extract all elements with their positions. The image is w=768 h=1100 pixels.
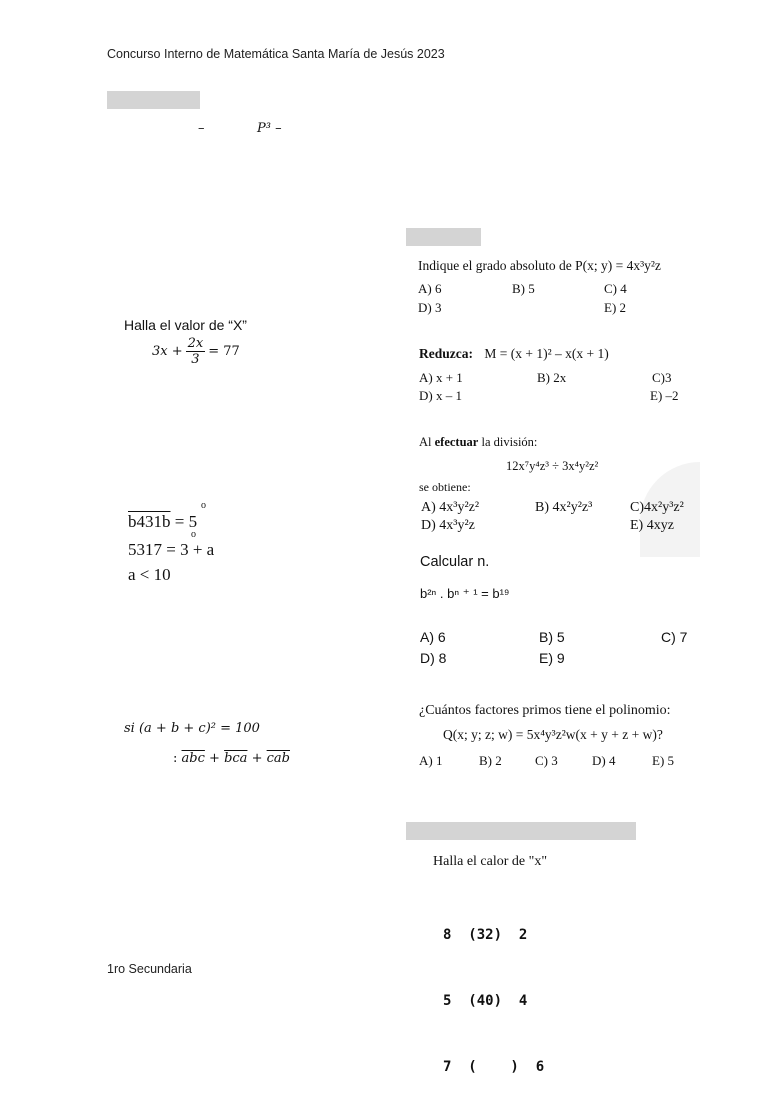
right-q3-prompt-b: efectuar xyxy=(434,435,479,449)
right-q2-prompt xyxy=(419,346,609,362)
fragment-dash: – xyxy=(198,121,205,136)
right-q5-option-b: B) 2 xyxy=(479,753,502,768)
left-q2-overlined-number: b431b xyxy=(128,512,171,531)
right-q5-option-d: D) 4 xyxy=(592,753,616,768)
right-q5-expression: Q(x; y; z; w) = 5x⁴y³z²w(x + y + z + w)? xyxy=(443,727,663,742)
left-q2-line3: a < 10 xyxy=(128,565,171,584)
right-q5-option-a: A) 1 xyxy=(419,753,443,768)
left-q3-plus-1: + xyxy=(209,751,220,766)
left-q1-equation xyxy=(152,336,240,367)
right-q3-option-a: A) 4x³y²z² xyxy=(421,500,480,515)
right-q4-expression: b²ⁿ . bⁿ ⁺ ¹ = b¹⁹ xyxy=(420,586,510,601)
left-q1-numerator: 2x xyxy=(187,336,204,351)
left-q1-lhs: 3x + xyxy=(152,344,183,359)
right-q4-option-c: C) 7 xyxy=(661,629,688,645)
left-q3-term-abc: $\overline{abc}$ xyxy=(181,751,205,766)
right-q6-row-3: 7 ( ) 6 xyxy=(443,1059,545,1075)
right-q1-prompt: Indique el grado absoluto de P(x; y) = 4x³y²z xyxy=(418,258,661,273)
right-q4-option-e: E) 9 xyxy=(539,650,565,666)
right-q2-option-c: C)3 xyxy=(652,370,672,385)
right-q2-option-a: A) x + 1 xyxy=(419,370,463,385)
left-q3-line1: si (a + b + c)² = 100 xyxy=(124,721,260,736)
left-q1-fraction xyxy=(186,336,206,367)
right-q3-prompt-a: Al xyxy=(419,435,432,449)
left-q3-line2 xyxy=(173,751,290,766)
right-q3-prompt-c: la división: xyxy=(481,435,538,449)
right-q6-prompt: Halla el calor de "x" xyxy=(433,854,548,869)
fragment-expression: P³ – xyxy=(257,121,282,136)
left-q3-term-cab: $\overline{cab}$ xyxy=(266,751,290,766)
page-header: Concurso Interno de Matemática Santa María de Jesús 2023 xyxy=(107,47,445,61)
right-q3-option-c: C)4x²y³z² xyxy=(630,500,684,515)
left-q3-colon: : xyxy=(173,751,178,766)
right-q4-option-b: B) 5 xyxy=(539,629,565,645)
right-q1-option-b: B) 5 xyxy=(512,281,535,296)
left-q3-plus-2: + xyxy=(251,751,263,766)
right-q3-option-e: E) 4xyz xyxy=(630,518,674,533)
left-q2-line2: 5317 = 3 + a xyxy=(128,540,215,559)
left-q2-circle-mark: o xyxy=(201,500,206,511)
right-q2-option-b: B) 2x xyxy=(537,370,567,385)
right-q6-table xyxy=(443,880,544,1100)
left-q1-rhs: = 77 xyxy=(208,344,240,359)
right-q5-option-c: C) 3 xyxy=(535,753,558,768)
right-q2-option-e: E) –2 xyxy=(650,388,679,403)
right-q1-option-c: C) 4 xyxy=(604,281,627,296)
right-q3-obtain: se obtiene: xyxy=(419,480,471,494)
right-q5-option-e: E) 5 xyxy=(652,753,675,768)
right-q5-prompt: ¿Cuántos factores primos tiene el polinomio: xyxy=(419,703,671,718)
right-q4-option-d: D) 8 xyxy=(420,650,447,666)
left-q2-line1 xyxy=(128,512,197,532)
left-q1-prompt: Halla el valor de “X” xyxy=(124,317,247,333)
right-q3-expression: 12x⁷y⁴z³ ÷ 3x⁴y²z² xyxy=(506,459,599,473)
right-q2-expression: M = (x + 1)² – x(x + 1) xyxy=(484,346,609,361)
right-q1-option-e: E) 2 xyxy=(604,300,627,315)
redacted-bar-2 xyxy=(406,228,481,246)
redacted-bar-1 xyxy=(107,91,200,109)
right-q3-option-d: D) 4x³y²z xyxy=(421,518,475,533)
left-q1-denominator: 3 xyxy=(191,352,200,367)
left-q2-circle-mark-2: o xyxy=(191,529,196,540)
page-footer: 1ro Secundaria xyxy=(107,962,192,976)
right-q2-option-d: D) x – 1 xyxy=(419,388,462,403)
right-q1-option-a: A) 6 xyxy=(418,281,442,296)
right-q4-option-a: A) 6 xyxy=(420,629,446,645)
right-q6-row-2: 5 (40) 4 xyxy=(443,993,528,1009)
left-q2-line1-rest: = 5 xyxy=(174,512,198,531)
right-q3-option-b: B) 4x²y²z³ xyxy=(535,500,593,515)
redacted-bar-3 xyxy=(406,822,636,840)
right-q6-row-1: 8 (32) 2 xyxy=(443,927,528,943)
right-q2-label: Reduzca: xyxy=(419,346,473,361)
right-q1-option-d: D) 3 xyxy=(418,300,442,315)
right-q4-prompt: Calcular n. xyxy=(420,554,490,570)
right-q3-prompt xyxy=(419,435,537,450)
left-q3-term-bca: $\overline{bca}$ xyxy=(224,751,248,766)
